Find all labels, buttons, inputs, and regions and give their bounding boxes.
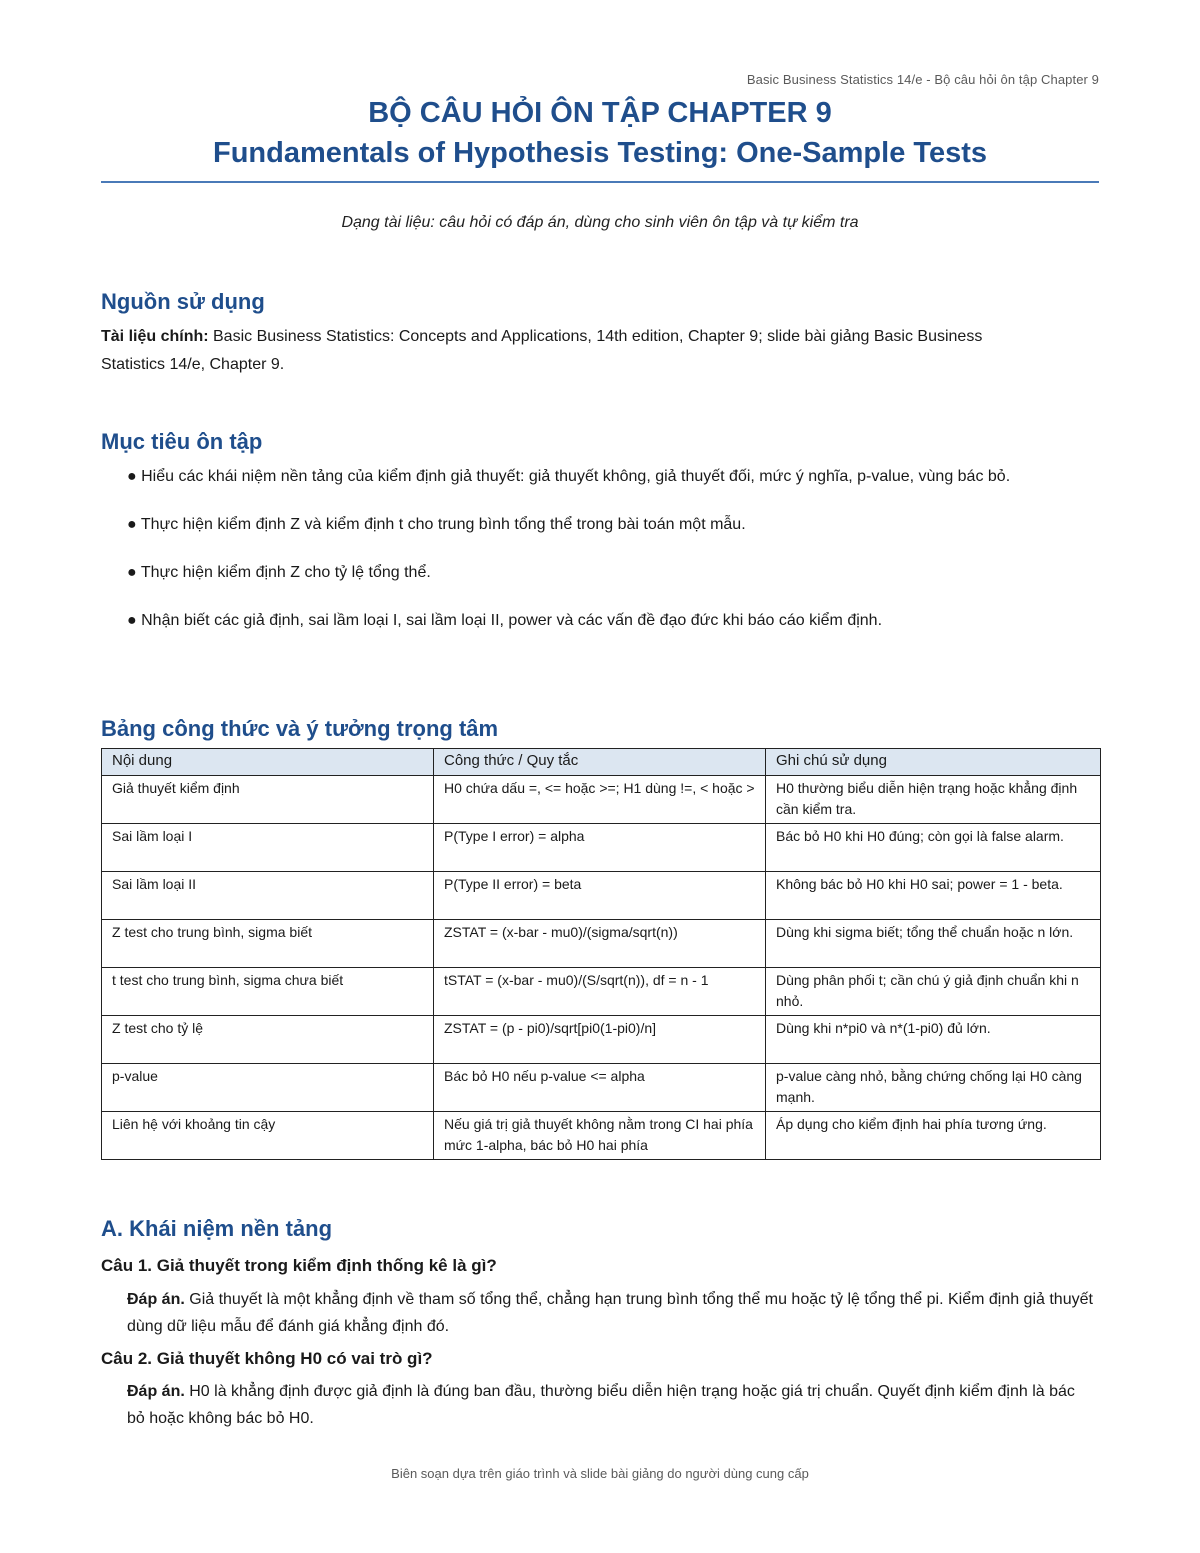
column-header-content: Nội dung	[102, 749, 434, 776]
objective-text: Thực hiện kiểm định Z và kiểm định t cho trung bình tổng thể trong bài toán một mẫu.	[140, 516, 746, 533]
table-cell: ZSTAT = (x-bar - mu0)/(sigma/sqrt(n))	[434, 920, 766, 968]
title-divider	[101, 181, 1099, 183]
objective-item	[101, 510, 1099, 539]
table-row	[102, 872, 1101, 920]
objectives-heading: Mục tiêu ôn tập	[101, 429, 263, 454]
question-2: Câu 2. Giả thuyết không H0 có vai trò gì?	[101, 1349, 433, 1368]
sources-heading: Nguồn sử dụng	[101, 289, 265, 314]
table-cell: tSTAT = (x-bar - mu0)/(S/sqrt(n)), df = n - 1	[434, 968, 766, 1016]
table-cell: P(Type II error) = beta	[434, 872, 766, 920]
section-a-heading: A. Khái niệm nền tảng	[101, 1216, 333, 1241]
answer-text: Giả thuyết là một khẳng định về tham số tổng thể, chẳng hạn trung bình tổng thể mu hoặc tỷ lệ tổng thể pi. Kiểm định giả thuyết dùng dữ liệu mẫu để đánh giá khẳng định đó.	[127, 1291, 1093, 1335]
sources-paragraph	[101, 323, 1041, 379]
running-header: Basic Business Statistics 14/e - Bộ câu hỏi ôn tập Chapter 9	[746, 72, 1099, 87]
table-cell: Không bác bỏ H0 khi H0 sai; power = 1 - beta.	[766, 872, 1101, 920]
title-line-2: Fundamentals of Hypothesis Testing: One-Sample Tests	[213, 137, 987, 169]
bullet-icon: ●	[127, 468, 137, 485]
sources-label: Tài liệu chính:	[101, 328, 209, 345]
table-cell: Bác bỏ H0 nếu p-value <= alpha	[434, 1064, 766, 1112]
table-cell: Z test cho trung bình, sigma biết	[102, 920, 434, 968]
document-title	[101, 94, 1099, 174]
title-line-1: BỘ CÂU HỎI ÔN TẬP CHAPTER 9	[368, 97, 832, 129]
table-cell: H0 chứa dấu =, <= hoặc >=; H1 dùng !=, < hoặc >	[434, 776, 766, 824]
table-cell: H0 thường biểu diễn hiện trạng hoặc khẳng định cần kiểm tra.	[766, 776, 1101, 824]
table-cell: Nếu giá trị giả thuyết không nằm trong CI hai phía mức 1-alpha, bác bỏ H0 hai phía	[434, 1112, 766, 1160]
table-cell: p-value	[102, 1064, 434, 1112]
table-row	[102, 968, 1101, 1016]
answer-label: Đáp án.	[127, 1383, 185, 1400]
answer-label: Đáp án.	[127, 1291, 185, 1308]
formulas-heading: Bảng công thức và ý tưởng trọng tâm	[101, 716, 499, 741]
objective-item	[101, 462, 1099, 491]
table-cell: Liên hệ với khoảng tin cậy	[102, 1112, 434, 1160]
column-header-notes: Ghi chú sử dụng	[766, 749, 1101, 776]
answer-2	[127, 1378, 1097, 1432]
table-cell: p-value càng nhỏ, bằng chứng chống lại H0 càng mạnh.	[766, 1064, 1101, 1112]
table-cell: Sai lầm loại I	[102, 824, 434, 872]
answer-1	[127, 1286, 1097, 1340]
table-row	[102, 1112, 1101, 1160]
table-row	[102, 824, 1101, 872]
table-cell: Dùng khi n*pi0 và n*(1-pi0) đủ lớn.	[766, 1016, 1101, 1064]
table-row	[102, 920, 1101, 968]
table-row	[102, 776, 1101, 824]
objectives-list	[101, 462, 1099, 654]
bullet-icon: ●	[127, 564, 137, 581]
question-1: Câu 1. Giả thuyết trong kiểm định thống kê là gì?	[101, 1256, 497, 1275]
table-row	[102, 1016, 1101, 1064]
table-cell: Sai lầm loại II	[102, 872, 434, 920]
document-subtitle: Dạng tài liệu: câu hỏi có đáp án, dùng cho sinh viên ôn tập và tự kiểm tra	[341, 214, 859, 231]
page-footer: Biên soạn dựa trên giáo trình và slide bài giảng do người dùng cung cấp	[391, 1466, 809, 1481]
column-header-formula: Công thức / Quy tắc	[434, 749, 766, 776]
bullet-icon: ●	[127, 612, 137, 629]
table-cell: Bác bỏ H0 khi H0 đúng; còn gọi là false alarm.	[766, 824, 1101, 872]
table-cell: P(Type I error) = alpha	[434, 824, 766, 872]
table-cell: Áp dụng cho kiểm định hai phía tương ứng.	[766, 1112, 1101, 1160]
table-cell: Dùng phân phối t; cần chú ý giả định chuẩn khi n nhỏ.	[766, 968, 1101, 1016]
objective-item	[101, 558, 1099, 587]
table-cell: ZSTAT = (p - pi0)/sqrt[pi0(1-pi0)/n]	[434, 1016, 766, 1064]
objective-text: Nhận biết các giả định, sai lầm loại I, sai lầm loại II, power và các vấn đề đạo đức khi báo cáo kiểm định.	[141, 612, 883, 629]
bullet-icon: ●	[127, 516, 137, 533]
answer-text: H0 là khẳng định được giả định là đúng ban đầu, thường biểu diễn hiện trạng hoặc giá trị chuẩn. Quyết định kiểm định là bác bỏ hoặc không bác bỏ H0.	[127, 1383, 1075, 1427]
sources-text: Basic Business Statistics: Concepts and Applications, 14th edition, Chapter 9; slide bài giảng Basic Business Statistics 14/e, Chapter 9.	[101, 328, 983, 373]
table-cell: Z test cho tỷ lệ	[102, 1016, 434, 1064]
table-row	[102, 1064, 1101, 1112]
objective-text: Hiểu các khái niệm nền tảng của kiểm định giả thuyết: giả thuyết không, giả thuyết đối, mức ý nghĩa, p-value, vùng bác bỏ.	[141, 468, 1011, 485]
table-cell: Giả thuyết kiểm định	[102, 776, 434, 824]
objective-item	[101, 606, 1099, 635]
table-cell: Dùng khi sigma biết; tổng thể chuẩn hoặc n lớn.	[766, 920, 1101, 968]
objective-text: Thực hiện kiểm định Z cho tỷ lệ tổng thể.	[140, 564, 431, 581]
table-header-row	[102, 749, 1101, 776]
formulas-table	[101, 748, 1101, 1160]
table-cell: t test cho trung bình, sigma chưa biết	[102, 968, 434, 1016]
